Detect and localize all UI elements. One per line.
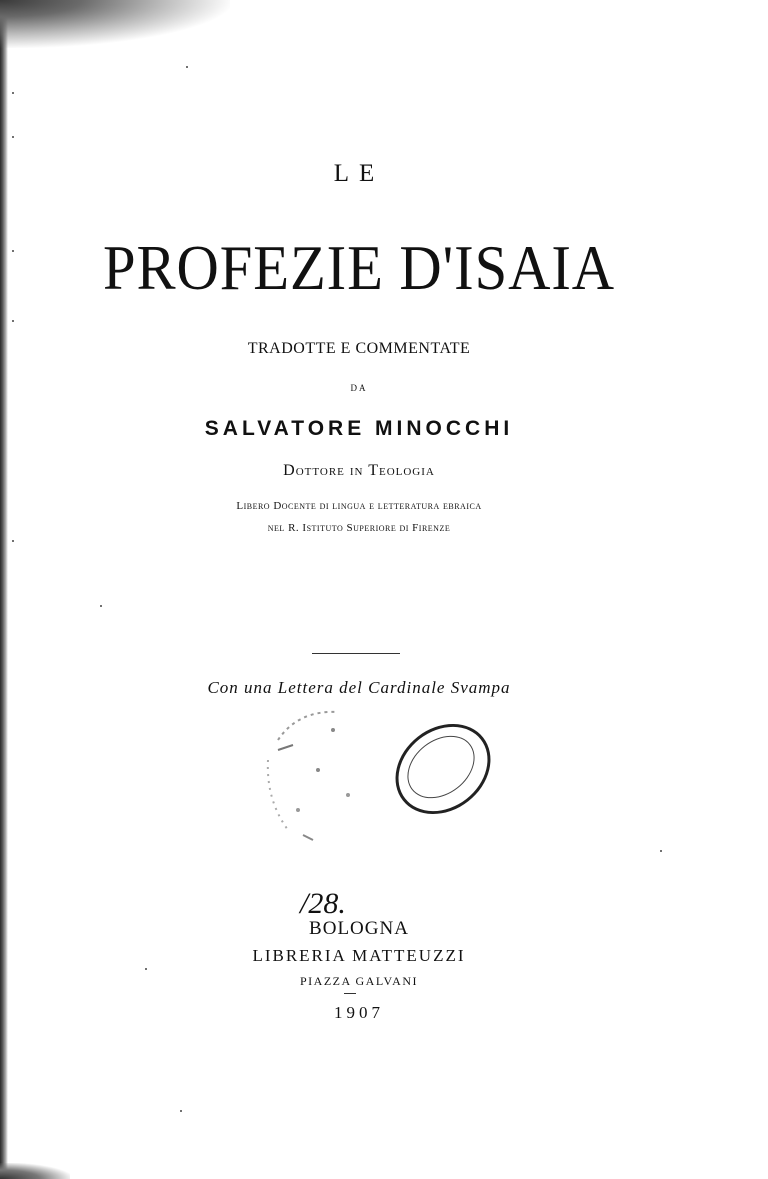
letter-note: Con una Lettera del Cardinale Svampa [207,678,511,697]
author-name: SALVATORE MINOCCHI [204,417,514,440]
scan-speck [660,850,662,852]
subtitle: TRADOTTE E COMMENTATE [247,340,471,357]
small-dash [344,993,356,994]
publication-year: 1907 [334,1003,384,1022]
scan-corner-top-left [0,0,230,48]
publisher-city: BOLOGNA [309,918,409,939]
faded-stamp-icon [258,700,388,850]
title-article: LE [333,160,385,187]
book-title: PROFEZIE D'ISAIA [102,233,616,303]
scan-speck [145,968,147,970]
publisher-name: LIBRERIA MATTEUZZI [252,946,466,965]
scan-speck [180,1110,182,1112]
scan-corner-bottom-left [0,1163,70,1179]
scan-speck [12,540,14,542]
scan-speck [100,605,102,607]
publisher-address: PIAZZA GALVANI [299,974,418,988]
author-degree: Dottore in Teologia [283,462,435,479]
scan-speck [12,136,14,138]
scan-speck [12,250,14,252]
scan-speck [12,320,14,322]
divider-rule [312,653,400,654]
by-label: DA [350,383,368,393]
scan-speck [186,66,188,68]
scan-speck [12,92,14,94]
handwritten-shelfmark: /28. [300,887,346,920]
author-position-1: Libero Docente di lingua e letteratura ebraica [236,500,482,512]
author-position-2: nel R. Istituto Superiore di Firenze [267,522,451,534]
